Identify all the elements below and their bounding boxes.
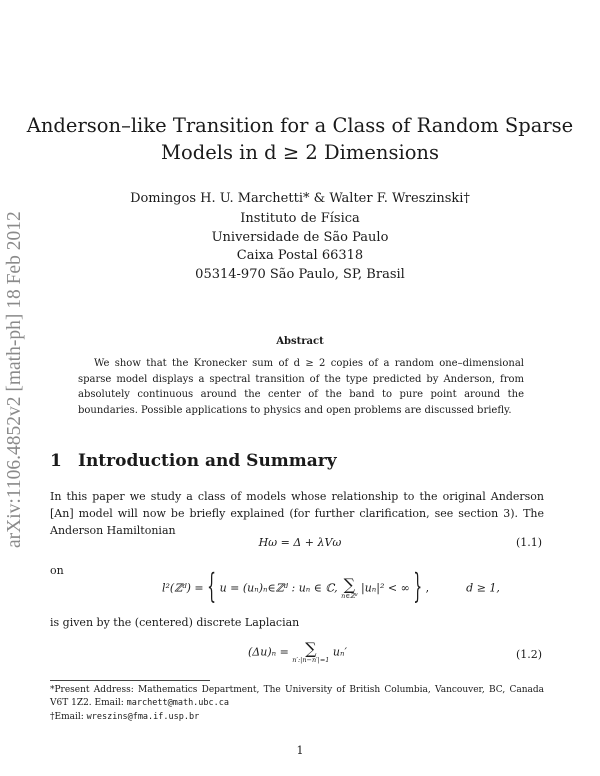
l2-condition: d ≥ 1, <box>466 581 500 595</box>
section-heading <box>50 451 337 471</box>
title-line-2: Models in d ≥ 2 Dimensions <box>161 141 439 164</box>
sum-symbol: ∑ n∈ℤᵈ <box>341 575 358 600</box>
equation-1-2 <box>248 641 347 664</box>
footnote-2-text: †Email: <box>50 712 84 722</box>
equation-number-1-1: (1.1) <box>516 536 543 549</box>
equation-l2-space: l²(ℤᵈ) = { u = (uₙ)ₙ∈ℤᵈ : uₙ ∈ ℂ, ∑ n∈ℤᵈ |uₙ|² < ∞ } , d ≥ 1, <box>162 569 500 608</box>
laplacian-body: uₙ′ <box>332 645 347 659</box>
authors: Domingos H. U. Marchetti* & Walter F. Wreszinski† <box>130 191 470 206</box>
laplacian-intro: is given by the (centered) discrete Laplacian <box>50 616 300 629</box>
word-on: on <box>50 564 64 577</box>
equation-number-1-2: (1.2) <box>516 648 543 661</box>
laplacian-left: (Δu)ₙ = <box>248 645 289 659</box>
abstract-heading: Abstract <box>276 336 324 347</box>
sum-subscript: n∈ℤᵈ <box>341 592 358 600</box>
page-number: 1 <box>296 744 304 757</box>
footnote-1 <box>50 684 544 710</box>
footnote-2-email[interactable]: wreszins@fma.if.usp.br <box>86 712 200 722</box>
affiliation-line: 05314-970 São Paulo, SP, Brasil <box>195 266 405 282</box>
affiliation <box>0 210 600 284</box>
l2-left: l²(ℤᵈ) = <box>162 581 204 595</box>
affiliation-line: Instituto de Física <box>240 211 360 226</box>
footnote-2 <box>50 711 544 724</box>
equation-1-1: Hω = Δ + λVω <box>258 536 342 549</box>
abstract-text: We show that the Kronecker sum of d ≥ 2 copies of a random one–dimensional sparse model displays a spectral transition of the type predicted by Anderson, from absolutely continuous around the center of the band to pure point around the boundaries. Possible applications to physics and open problems are discussed briefly. <box>78 358 524 416</box>
footnote-rule <box>50 680 210 681</box>
affiliation-line: Caixa Postal 66318 <box>236 248 364 263</box>
title-line-1: Anderson–like Transition for a Class of Random Sparse <box>26 114 574 137</box>
left-brace: { <box>207 569 217 608</box>
sum-symbol: ∑ n′:|n−n′|=1 <box>292 639 330 664</box>
intro-paragraph: In this paper we study a class of models whose relationship to the original Anderson [An] model will now be briefly explained (for further clarification, see section 3). The Anderson Hamiltonian <box>50 490 544 537</box>
right-brace: } <box>413 569 423 608</box>
l2-sum-body: |uₙ|² < ∞ <box>361 581 410 595</box>
section-title: Introduction and Summary <box>78 451 337 471</box>
sum-subscript: n′:|n−n′|=1 <box>292 656 330 664</box>
footnote-1-text: *Present Address: Mathematics Department, The University of British Columbia, Vancouver, BC, Canada V6T 1Z2. Email: <box>50 685 544 708</box>
arxiv-stamp: arXiv:1106.4852v2 [math-ph] 18 Feb 2012 <box>4 211 25 548</box>
affiliation-line: Universidade de São Paulo <box>211 229 389 245</box>
footnote-1-email[interactable]: marchett@math.ubc.ca <box>126 698 230 708</box>
section-number: 1 <box>50 451 62 471</box>
l2-set-def: u = (uₙ)ₙ∈ℤᵈ : uₙ ∈ ℂ, <box>219 581 338 595</box>
paper-title <box>0 112 600 166</box>
